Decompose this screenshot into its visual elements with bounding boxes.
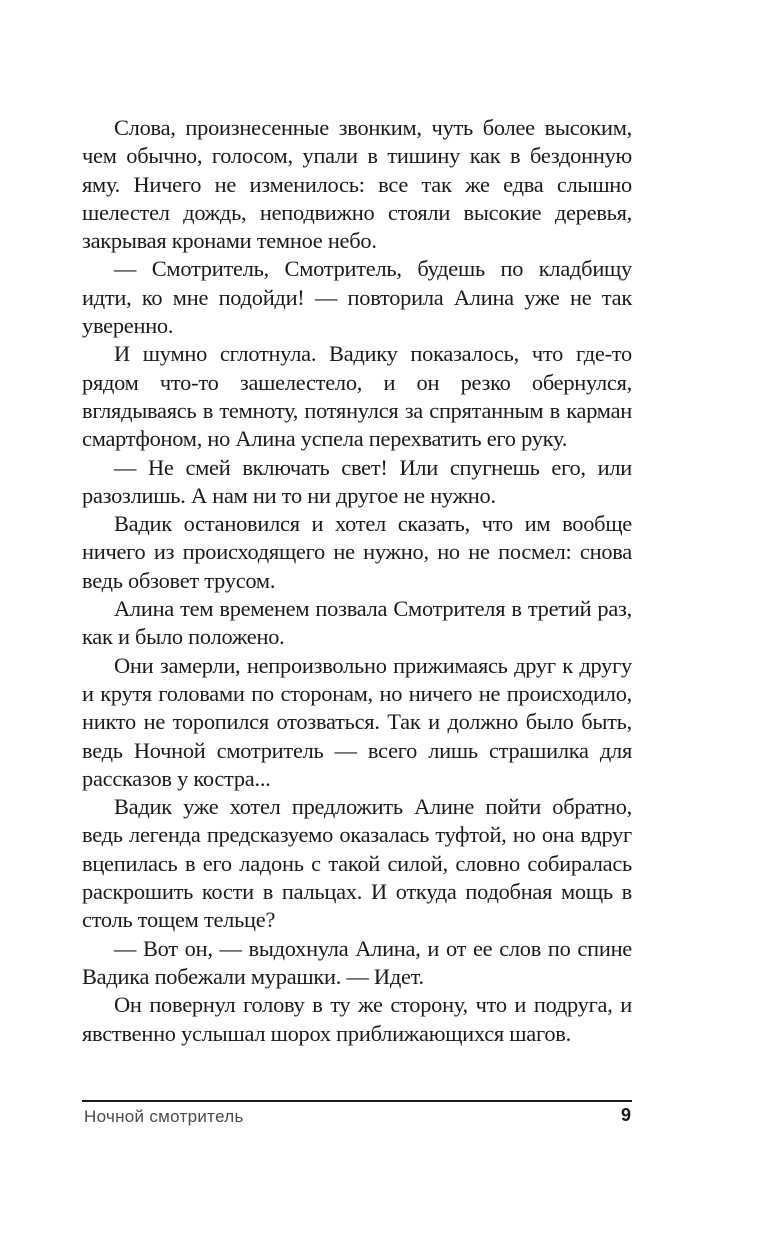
page-number: 9 (620, 1105, 631, 1125)
paragraph: И шумно сглотнула. Вадику показалось, что где-то рядом что-то зашелестело, и он резко обернулся, вглядываясь в темноту, потянулся за спрятанным в карман смартфоном, но Алина успела перехватить его руку. (82, 341, 632, 452)
paragraph: Они замерли, непроизвольно прижимаясь друг к другу и крутя головами по сторонам, но ничего не происходило, никто не торопился отозваться. Так и должно было быть, ведь Ночной смотритель — всего лишь страшилка для рассказов у костра... (82, 652, 632, 791)
paragraph: Вадик остановился и хотел сказать, что им вообще ничего из происходящего не нужно, но не посмел: снова ведь обзовет трусом. (82, 511, 632, 593)
paragraph: — Смотритель, Смотритель, будешь по кладбищу идти, ко мне подойди! — повторила Алина уже не так уверенно. (82, 256, 632, 339)
footer-divider (82, 1100, 632, 1102)
paragraph: Слова, произнесенные звонким, чуть более высоким, чем обычно, голосом, упали в тишину как в бездонную яму. Ничего не изменилось: все так же едва слышно шелестел дождь, неподвижно стояли высокие деревья, закрывая кронами темное небо. (82, 115, 632, 254)
paragraph: Алина тем временем позвала Смотрителя в третий раз, как и было положено. (82, 596, 632, 650)
paragraph: — Вот он, — выдохнула Алина, и от ее слов по спине Вадика побежали мурашки. — Идет. (82, 935, 632, 989)
body-text (82, 114, 632, 1048)
paragraph: — Не смей включать свет! Или спугнешь его, или разозлишь. А нам ни то ни другое не нужно. (82, 454, 632, 508)
running-title: Ночной смотритель (84, 1107, 244, 1126)
paragraph: Вадик уже хотел предложить Алине пойти обратно, ведь легенда предсказуемо оказалась туфтой, но она вдруг вцепилась в его ладонь с такой силой, словно собиралась раскрошить кости в пальцах. И откуда подобная мощь в столь тощем тельце? (82, 794, 632, 933)
paragraph: Он повернул голову в ту же сторону, что и подруга, и явственно услышал шорох приближающихся шагов. (82, 992, 632, 1046)
